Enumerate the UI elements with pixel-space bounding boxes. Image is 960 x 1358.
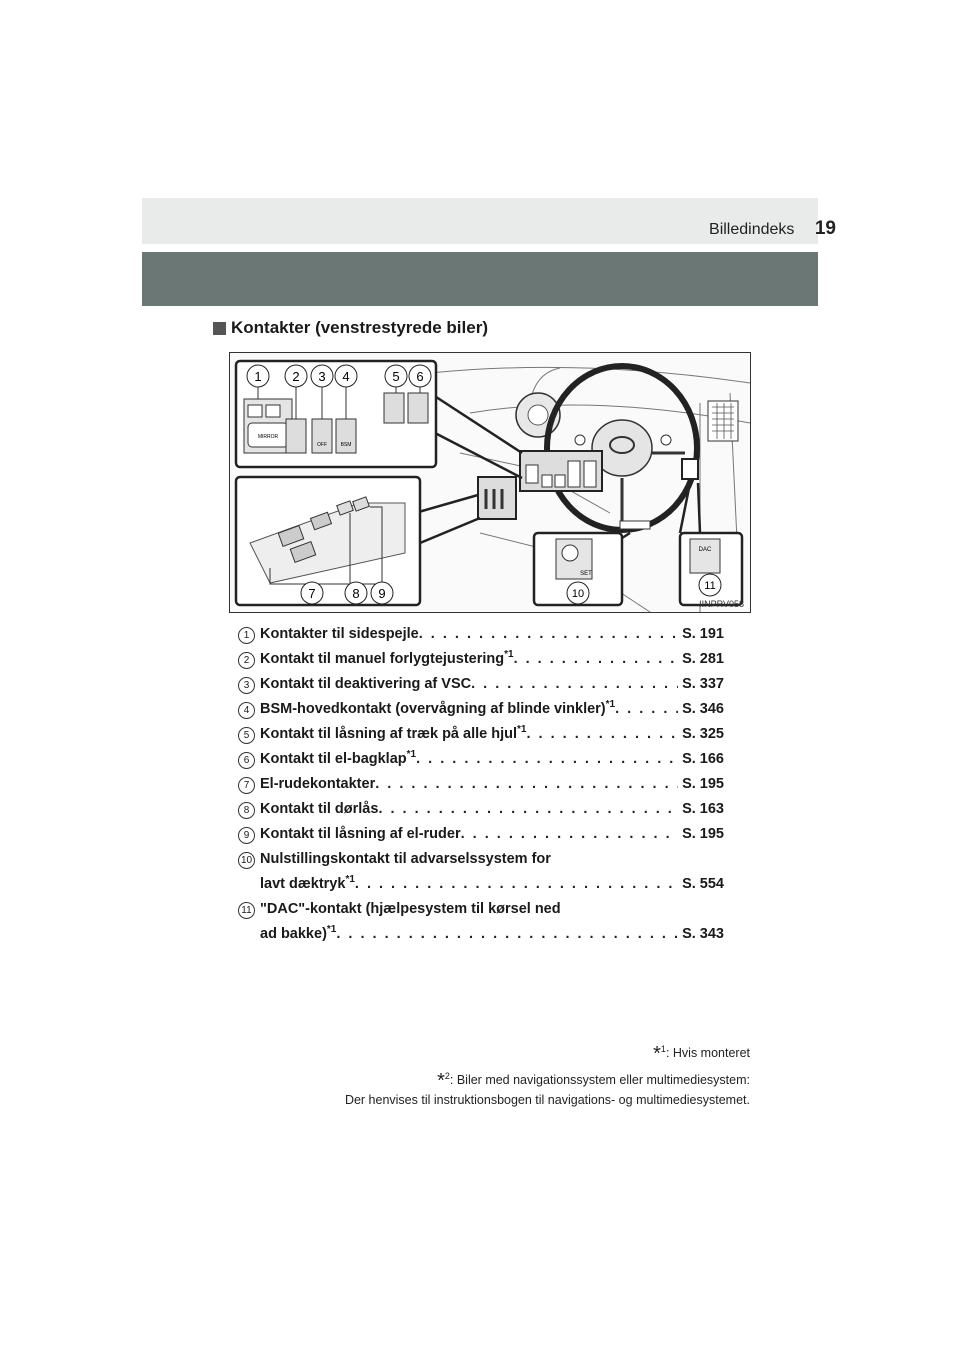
callout-9 xyxy=(371,582,393,604)
figure-illustration xyxy=(230,353,750,612)
item-label: Kontakter til sidespejle xyxy=(260,626,419,642)
svg-text:6: 6 xyxy=(416,369,424,384)
list-item xyxy=(238,672,724,697)
svg-text:3: 3 xyxy=(318,369,326,384)
air-vent xyxy=(708,401,738,441)
figure-id: IINPRV058 xyxy=(699,599,744,609)
item-label: Kontakt til dørlås xyxy=(260,801,379,817)
item-label: Kontakt til låsning af træk på alle hjul xyxy=(260,726,518,742)
item-number: 6 xyxy=(238,752,255,769)
callout-2 xyxy=(285,365,307,387)
callout-3 xyxy=(311,365,333,387)
page-number: 19 xyxy=(814,218,836,239)
door-switch-small xyxy=(478,477,516,519)
callout-1 xyxy=(247,365,269,387)
bsm-label: BSM xyxy=(340,442,352,448)
footnote-marker: *1 xyxy=(517,724,527,736)
steering-wheel xyxy=(547,366,697,530)
callout-4 xyxy=(335,365,357,387)
list-item xyxy=(238,847,724,897)
switch-index-list xyxy=(238,622,724,947)
list-item xyxy=(238,647,724,672)
page-reference-link[interactable]: S. 554 xyxy=(682,876,724,892)
page-reference-link[interactable]: S. 343 xyxy=(682,926,724,942)
footnotes xyxy=(345,1038,750,1108)
item-label: El-rudekontakter xyxy=(260,776,376,792)
section-title xyxy=(213,318,488,338)
list-item xyxy=(238,897,724,947)
item-number: 3 xyxy=(238,677,255,694)
item-label: BSM-hovedkontakt (overvågning af blinde vinkler) xyxy=(260,701,606,717)
item-label: lavt dæktryk xyxy=(260,876,346,892)
item-number: 2 xyxy=(238,652,255,669)
item-number: 7 xyxy=(238,777,255,794)
list-item xyxy=(238,697,724,722)
footnote-marker: *1 xyxy=(345,874,355,886)
vsc-label: OFF xyxy=(317,442,327,448)
item-number: 9 xyxy=(238,827,255,844)
item-number: 4 xyxy=(238,702,255,719)
callout-5 xyxy=(385,365,407,387)
callout-6 xyxy=(409,365,431,387)
title-band xyxy=(142,252,818,306)
page-reference-link[interactable]: S. 163 xyxy=(682,801,724,817)
list-item xyxy=(238,747,724,772)
page-reference-link[interactable]: S. 325 xyxy=(682,726,724,742)
svg-text:2: 2 xyxy=(292,369,300,384)
tailgate-switch-small xyxy=(682,459,698,479)
footnote-marker: *1 xyxy=(406,749,417,761)
item-label: Kontakt til deaktivering af VSC xyxy=(260,676,472,692)
item-label: Kontakt til manuel forlygtejustering xyxy=(260,651,505,667)
item-number: 11 xyxy=(238,902,255,919)
page-reference-link[interactable]: S. 195 xyxy=(682,776,724,792)
footnote-2-cont: Der henvises til instruktionsbogen til navigations- og multimediesystemet. xyxy=(344,1093,750,1108)
section-name: Billedindeks xyxy=(709,221,795,238)
item-number: 1 xyxy=(238,627,255,644)
item-number: 10 xyxy=(238,852,255,869)
item-label: Kontakt til el-bagklap xyxy=(260,751,407,767)
item-label-line1: Nulstillingskontakt til advarselssystem for xyxy=(260,851,551,867)
footnote-marker: *1 xyxy=(326,924,337,936)
item-label: ad bakke) xyxy=(260,926,327,942)
meter-center xyxy=(528,405,548,425)
list-item xyxy=(238,622,724,647)
page-reference-link[interactable]: S. 191 xyxy=(682,626,724,642)
callout-10 xyxy=(567,582,589,604)
tire-switch-small xyxy=(620,521,650,529)
svg-text:11: 11 xyxy=(704,580,716,592)
page-reference-link[interactable]: S. 337 xyxy=(682,676,724,692)
switch-location-figure xyxy=(229,352,751,613)
callout-7 xyxy=(301,582,323,604)
callout-11 xyxy=(699,574,721,596)
svg-text:9: 9 xyxy=(378,586,386,601)
page-reference-link[interactable]: S. 166 xyxy=(682,751,724,767)
set-label: SET xyxy=(580,571,592,577)
inset-door-switches xyxy=(236,477,420,605)
svg-text:5: 5 xyxy=(392,369,400,384)
footnote-1: *$^1$: Hvis monteret xyxy=(653,1043,750,1066)
section-title-text: Kontakter (venstrestyrede biler) xyxy=(231,318,488,337)
page-reference-link[interactable]: S. 195 xyxy=(682,826,724,842)
dac-label: DAC xyxy=(698,547,712,553)
list-item xyxy=(238,772,724,797)
footnote-marker: *1 xyxy=(605,699,616,711)
square-bullet-icon xyxy=(213,322,226,335)
svg-text:10: 10 xyxy=(571,588,585,600)
svg-text:1: 1 xyxy=(254,369,262,384)
item-label: Kontakt til låsning af el-ruder xyxy=(260,826,461,842)
page-reference-link[interactable]: S. 281 xyxy=(682,651,724,667)
svg-text:8: 8 xyxy=(352,586,360,601)
dash-switch-panel xyxy=(520,451,602,491)
list-item xyxy=(238,822,724,847)
page-reference-link[interactable]: S. 346 xyxy=(682,701,724,717)
list-item xyxy=(238,722,724,747)
item-label-line1: "DAC"-kontakt (hjælpesystem til kørsel ned xyxy=(260,901,561,917)
page-header xyxy=(709,218,836,240)
list-item xyxy=(238,797,724,822)
footnote-2: *$^2$: Biler med navigationssystem eller multimediesystem: xyxy=(437,1070,750,1093)
svg-text:7: 7 xyxy=(308,586,316,601)
callout-8 xyxy=(345,582,367,604)
footnote-marker: *1 xyxy=(504,649,514,661)
item-number: 8 xyxy=(238,802,255,819)
svg-text:4: 4 xyxy=(342,369,350,384)
mirror-label: MIRROR xyxy=(257,434,279,440)
item-number: 5 xyxy=(238,727,255,744)
